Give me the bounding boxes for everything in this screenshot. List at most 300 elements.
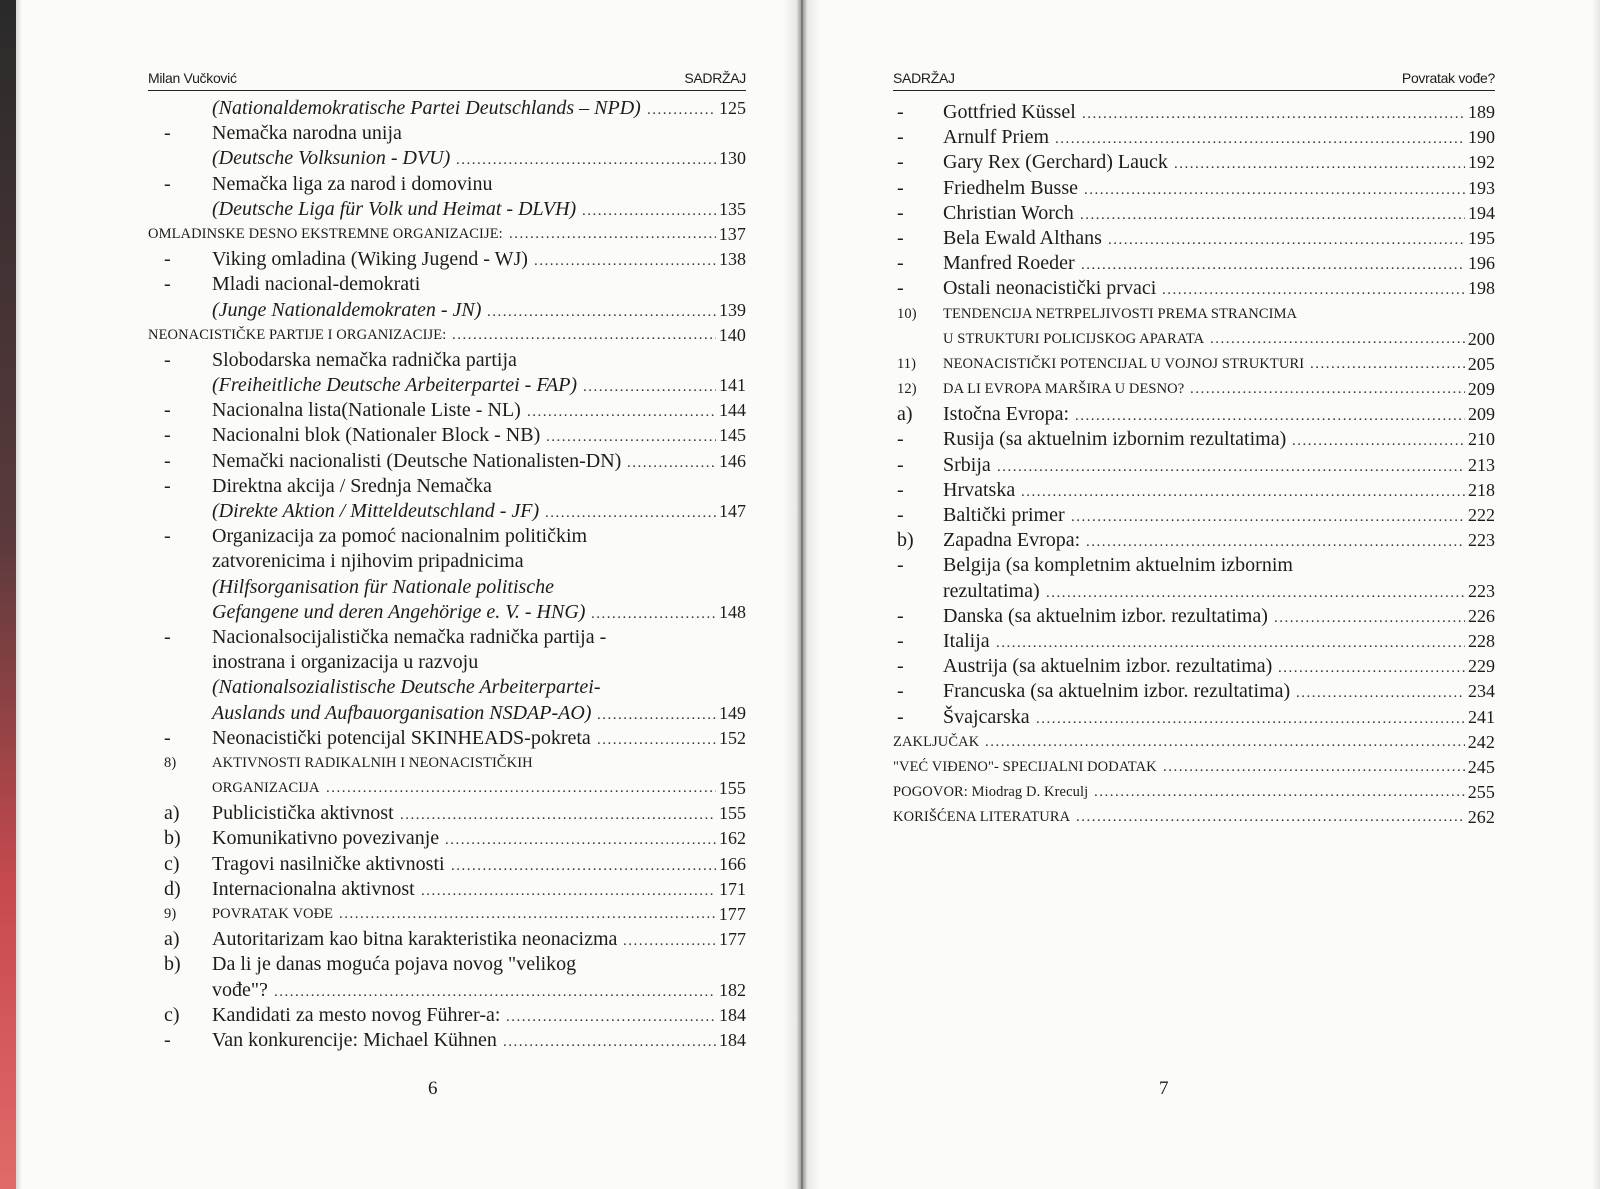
entry-title: Friedhelm Busse [943,176,1078,199]
entry-page-number: 195 [1468,227,1495,248]
dot-leader [597,701,716,728]
toc-line [148,298,746,323]
entry-marker: c) [164,1003,180,1026]
entry-page-number: 177 [718,904,746,924]
toc-entry [148,902,746,927]
dot-leader [527,398,716,425]
toc-line [148,776,746,801]
section-title: SADRŽAJ [893,70,955,86]
toc-line [893,805,1495,830]
entry-title: Hrvatska [943,478,1016,501]
toc-entry [148,726,746,751]
entry-title: (Direkte Aktion / Mitteldeutschland - JF) [212,500,540,522]
toc-line [893,427,1495,452]
dot-leader [623,927,716,954]
toc-line [893,176,1495,201]
dot-leader [1190,377,1465,402]
toc-entry [148,927,746,952]
entry-title: Italija [943,629,990,652]
dot-leader [1080,201,1465,228]
entry-title: Zapadna Evropa: [943,529,1081,552]
toc-entry [893,427,1495,452]
entry-title: POGOVOR: Miodrag D. Kreculj [893,784,1089,801]
entry-marker: - [897,151,904,174]
toc-entry [893,478,1495,503]
entry-page-number: 184 [719,1029,746,1050]
entry-title: Autoritarizam kao bitna karakteristika neonacizma [212,928,618,951]
entry-marker: - [164,474,171,497]
dot-leader [996,629,1465,656]
toc-entry [893,730,1495,755]
entry-title: (Junge Nationaldemokraten - JN) [212,298,482,321]
dot-leader [400,801,716,828]
dot-leader [1055,125,1465,152]
toc-line [148,398,746,423]
toc-line [148,474,746,499]
entry-marker: - [164,399,171,422]
entry-marker: - [897,277,904,300]
entry-marker: b) [164,953,181,976]
entry-page-number: 145 [719,425,746,446]
toc-line [148,449,746,474]
toc-line [148,600,746,625]
toc-entry [893,377,1495,402]
toc-entry [148,247,746,272]
entry-page-number: 171 [719,878,746,899]
entry-page-number: 242 [1467,731,1495,752]
entry-title: Publicistička aktivnost [212,802,394,825]
entry-marker: - [897,252,904,275]
toc-line [148,902,746,927]
entry-marker: 10) [897,305,917,322]
toc-entry [148,348,746,398]
toc-line [893,730,1495,755]
toc-entry [893,201,1495,226]
toc-line [148,121,746,146]
entry-page-number: 141 [719,375,746,396]
page-number: 6 [428,1078,438,1099]
toc-entry [148,625,746,726]
entry-page-number: 226 [1468,605,1495,626]
entry-marker: b) [897,529,914,552]
entry-marker: a) [164,928,180,951]
entry-title: Danska (sa aktuelnim izbor. rezultatima) [943,604,1268,627]
toc-line [893,251,1495,276]
cover-edge [0,0,16,1189]
toc-entry [148,323,746,348]
toc-line [148,801,746,826]
entry-title: Srbija [943,453,991,476]
dot-leader [1163,755,1465,780]
entry-title: KORIŠĆENA LITERATURA [893,809,1071,826]
book-gutter [783,0,821,1189]
entry-marker: - [164,248,171,271]
entry-marker: - [897,554,904,577]
entry-marker: - [164,122,171,145]
entry-title: Kandidati za mesto novog Führer-a: [212,1003,501,1026]
toc-line [893,705,1495,730]
entry-title: Internacionalna aktivnost [212,877,415,900]
toc-entry [893,780,1495,805]
toc-entry [893,705,1495,730]
author-name: Milan Vučković [148,70,237,86]
entry-title: Slobodarska nemačka radnička partija [212,348,517,371]
entry-marker: 8) [164,754,177,771]
toc-entry [148,852,746,877]
entry-marker: - [897,478,904,501]
entry-marker: - [164,525,171,548]
toc-entry [893,100,1495,125]
entry-marker: c) [164,852,180,875]
dot-leader [583,373,716,400]
toc-entry [148,272,746,322]
toc-entry [893,352,1495,377]
entry-marker: - [897,655,904,678]
toc-line [148,852,746,877]
dot-leader [1174,150,1465,177]
chapter-title: Povratak vođe? [1401,70,1495,86]
running-head [893,64,1495,91]
dot-leader [1210,327,1465,352]
toc-line [893,352,1495,377]
toc-line [893,100,1495,125]
toc-entry [148,1028,746,1053]
entry-title: Organizacija za pomoć nacionalnim političkim [212,525,588,548]
entry-title: Neonacistički potencijal SKINHEADS-pokreta [212,726,591,749]
entry-marker: b) [164,827,181,850]
toc-line [893,377,1495,402]
toc-entry [148,474,746,524]
toc-entry [893,276,1495,301]
toc-line [148,96,746,121]
toc-line [893,201,1495,226]
toc-line [148,222,746,247]
entry-title: Nemački nacionalisti (Deutsche Nationalisten-DN) [212,449,622,472]
toc-line [148,423,746,448]
toc-line [148,373,746,398]
entry-title: vođe"? [212,978,268,1001]
toc-line [893,125,1495,150]
dot-leader [487,298,716,325]
table-of-contents [148,96,746,1053]
entry-title: Austrija (sa aktuelnim izbor. rezultatima) [943,655,1273,678]
toc-line [893,579,1495,604]
toc-entry [893,251,1495,276]
entry-marker: d) [164,877,181,900]
entry-marker: - [164,348,171,371]
toc-line [893,654,1495,679]
dot-leader [445,826,716,853]
page-edge-shadow [16,0,22,1189]
page-number: 7 [1159,1078,1169,1099]
dot-leader [1076,805,1465,830]
entry-title: Arnulf Priem [943,126,1050,149]
entry-page-number: 209 [1468,404,1495,425]
running-head [148,64,746,91]
entry-title: (Nationalsozialistische Deutsche Arbeiterpartei- [212,676,601,699]
entry-page-number: 148 [719,601,746,622]
entry-title: inostrana i organizacija u razvoju [212,651,479,674]
toc-entry [148,801,746,826]
entry-page-number: 198 [1468,278,1495,299]
entry-marker: 12) [897,381,917,398]
table-of-contents [893,100,1495,830]
dot-leader [597,726,716,753]
entry-page-number: 125 [719,98,746,118]
toc-line [148,272,746,297]
toc-entry [893,150,1495,175]
entry-page-number: 234 [1468,681,1495,702]
dot-leader [1108,226,1465,253]
toc-line [893,327,1495,352]
toc-entry [148,423,746,448]
entry-marker: - [164,424,171,447]
entry-marker: 9) [164,906,177,922]
dot-leader [421,877,716,904]
entry-title: Baltički primer [943,504,1065,526]
entry-title: Rusija (sa aktuelnim izbornim rezultatima) [943,428,1287,451]
toc-entry [148,172,746,222]
dot-leader [506,1003,716,1030]
dot-leader [1296,679,1465,706]
dot-leader [1094,780,1465,805]
toc-line [148,625,746,650]
toc-line [148,826,746,851]
toc-entry [148,96,746,121]
toc-entry [893,402,1495,427]
dot-leader [647,96,716,123]
dot-leader [339,902,716,927]
entry-page-number: 223 [1468,580,1495,601]
dot-leader [1310,352,1465,377]
entry-marker: - [164,172,171,195]
toc-line [893,528,1495,553]
entry-page-number: 146 [719,450,746,471]
dot-leader [509,222,716,247]
entry-title: Gary Rex (Gerchard) Lauck [943,151,1168,174]
toc-line [893,679,1495,704]
dot-leader [452,323,716,348]
toc-line [148,146,746,171]
entry-title: Christian Worch [943,201,1074,224]
entry-page-number: 205 [1467,353,1495,374]
toc-line [148,172,746,197]
entry-page-number: 189 [1468,102,1495,122]
entry-marker: a) [164,802,180,825]
entry-page-number: 245 [1467,756,1495,777]
entry-title: Nacionalsocijalistička nemačka radnička partija - [212,625,607,648]
entry-title: ORGANIZACIJA [212,780,320,797]
entry-page-number: 155 [718,778,746,799]
toc-entry [893,553,1495,603]
toc-entry [893,604,1495,629]
toc-line [893,780,1495,805]
toc-entry [148,121,746,171]
toc-line [148,675,746,700]
dot-leader [582,197,716,224]
toc-line [893,503,1495,528]
dot-leader [1075,402,1465,429]
entry-marker: - [897,226,904,249]
entry-page-number: 184 [719,1004,746,1025]
entry-marker: - [164,273,171,296]
entry-title: Mladi nacional-demokrati [212,273,421,296]
entry-marker: - [897,428,904,451]
toc-entry [893,805,1495,830]
entry-title: Manfred Roeder [943,252,1075,275]
entry-title: Švajcarska [943,705,1030,728]
entry-marker: - [897,604,904,627]
entry-page-number: 138 [719,249,746,270]
toc-entry [148,826,746,851]
entry-title: (Deutsche Liga für Volk und Heimat - DLVH) [212,197,577,220]
entry-title: Francuska (sa aktuelnim izbor. rezultatima) [943,680,1291,703]
dot-leader [1021,478,1465,505]
toc-line [148,650,746,675]
entry-title: Van konkurencije: Michael Kühnen [212,1028,497,1051]
entry-title: Viking omladina (Wiking Jugend - WJ) [212,248,528,271]
dot-leader [1071,503,1465,530]
entry-page-number: 228 [1468,630,1495,651]
entry-page-number: 130 [719,148,746,169]
toc-line [148,575,746,600]
entry-title: Direktna akcija / Srednja Nemačka [212,474,492,497]
toc-entry [893,503,1495,528]
dot-leader [997,453,1465,480]
entry-marker: - [897,705,904,728]
dot-leader [1036,705,1465,732]
toc-entry [893,528,1495,553]
entry-page-number: 200 [1467,328,1495,349]
section-title: SADRŽAJ [684,70,746,86]
toc-entry [148,877,746,902]
dot-leader [534,247,716,274]
entry-marker: - [164,726,171,749]
toc-line [148,499,746,524]
entry-page-number: 255 [1467,782,1495,803]
toc-entry [148,952,746,1002]
entry-page-number: 182 [719,979,746,1000]
toc-entry [148,398,746,423]
entry-title: (Hilfsorganisation für Nationale politische [212,575,555,598]
entry-page-number: 210 [1468,429,1495,450]
entry-title: TENDENCIJA NETRPELJIVOSTI PREMA STRANCIMA [943,305,1298,322]
entry-title: ZAKLJUČAK [893,733,980,750]
toc-line [148,1003,746,1028]
toc-entry [893,125,1495,150]
entry-page-number: 209 [1467,379,1495,400]
entry-title: Istočna Evropa: [943,403,1070,426]
dot-leader [1046,579,1465,606]
entry-page-number: 262 [1467,807,1495,828]
toc-line [148,877,746,902]
entry-page-number: 192 [1468,152,1495,173]
toc-line [893,226,1495,251]
toc-entry [148,1003,746,1028]
entry-marker: - [164,1028,171,1051]
dot-leader [326,776,716,801]
toc-entry [893,176,1495,201]
entry-marker: - [164,449,171,472]
entry-marker: - [897,629,904,652]
toc-line [893,553,1495,578]
dot-leader [1162,276,1465,303]
toc-entry [148,751,746,801]
entry-title: Gefangene und deren Angehörige e. V. - HNG) [212,600,586,623]
entry-title: NEONACISTIČKE PARTIJE I ORGANIZACIJE: [148,326,447,343]
entry-title: Nemačka liga za narod i domovinu [212,172,493,195]
toc-line [148,952,746,977]
entry-page-number: 135 [719,198,746,219]
entry-title: Nacionalni blok (Nationaler Block - NB) [212,424,541,447]
entry-marker: - [897,126,904,149]
entry-marker: - [897,504,904,526]
entry-page-number: 194 [1468,202,1495,223]
entry-title: Nacionalna lista(Nationale Liste - NL) [212,399,521,422]
entry-marker: 11) [897,355,917,372]
dot-leader [274,978,716,1005]
toc-entry [148,524,746,625]
entry-marker: - [897,176,904,199]
dot-leader [1292,427,1465,454]
entry-page-number: 177 [719,929,746,950]
toc-line [148,549,746,574]
entry-page-number: 229 [1468,656,1495,677]
dot-leader [1086,528,1465,555]
entry-page-number: 190 [1468,127,1495,148]
toc-entry [893,226,1495,251]
entry-title: OMLADINSKE DESNO EKSTREMNE ORGANIZACIJE: [148,225,503,242]
entry-title: U STRUKTURI POLICIJSKOG APARATA [943,330,1205,347]
entry-title: Belgija (sa kompletnim aktuelnim izbornim [943,554,1293,577]
entry-title: AKTIVNOSTI RADIKALNIH I NEONACISTIČKIH [212,754,533,771]
entry-title: DA LI EVROPA MARŠIRA U DESNO? [943,381,1185,398]
toc-entry [893,755,1495,780]
entry-title: (Freiheitliche Deutsche Arbeiterpartei - FAP) [212,374,578,397]
entry-page-number: 144 [719,400,746,421]
entry-title: Auslands und Aufbauorganisation NSDAP-AO) [212,701,592,724]
entry-title: Bela Ewald Althans [943,226,1102,249]
toc-line [893,453,1495,478]
entry-page-number: 222 [1468,505,1495,525]
entry-title: Komunikativno povezivanje [212,827,440,850]
dot-leader [985,730,1465,755]
toc-entry [148,222,746,247]
entry-title: Ostali neonacistički prvaci [943,277,1157,300]
entry-marker: - [897,680,904,703]
entry-title: NEONACISTIČKI POTENCIJAL U VOJNOJ STRUKTURI [943,355,1305,372]
dot-leader [1084,176,1465,203]
toc-line [148,197,746,222]
entry-title: POVRATAK VOĐE [212,906,334,922]
entry-title: Nemačka narodna unija [212,122,402,145]
toc-line [148,247,746,272]
page-edge-right [1592,0,1600,1189]
toc-line [893,276,1495,301]
dot-leader [545,499,716,526]
dot-leader [1082,100,1465,127]
toc-line [893,629,1495,654]
dot-leader [1278,654,1465,681]
entry-page-number: 155 [719,803,746,824]
entry-page-number: 196 [1468,253,1495,274]
entry-page-number: 149 [719,702,746,723]
entry-title: (Deutsche Volksunion - DVU) [212,147,451,170]
toc-line [148,1028,746,1053]
entry-marker: a) [897,403,913,426]
toc-entry [893,654,1495,679]
entry-page-number: 241 [1468,706,1495,727]
